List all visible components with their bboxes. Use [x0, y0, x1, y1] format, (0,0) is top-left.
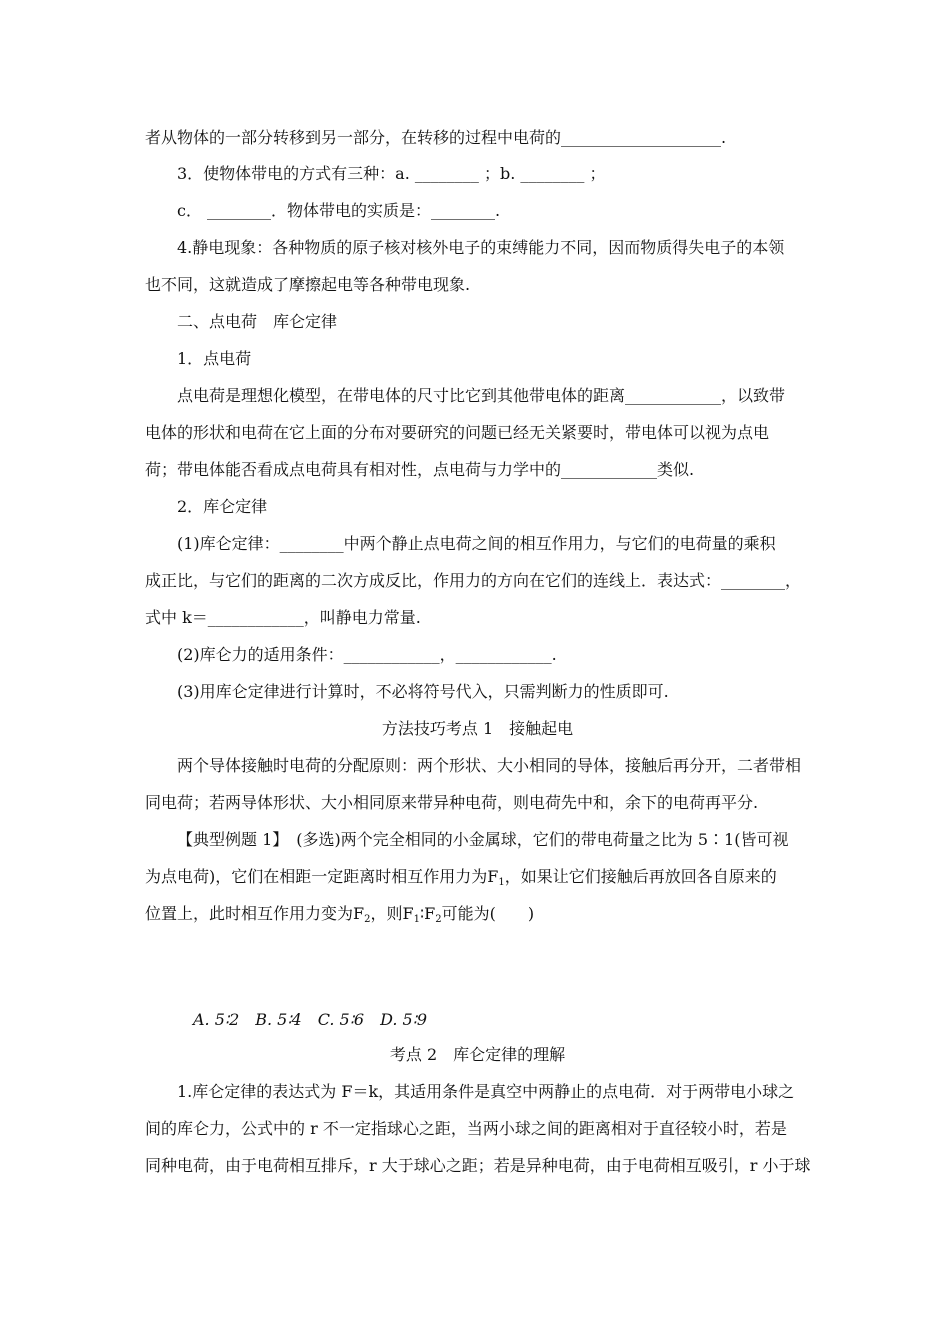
text-line: 3．使物体带电的方式有三种：a. ________ ；b. ________ ；	[177, 164, 606, 183]
force-symbol: F	[402, 904, 414, 923]
force-symbol: F	[424, 904, 436, 923]
text-line: 同电荷；若两导体形状、大小相同原来带异种电荷，则电荷先中和，余下的电荷再平分.	[145, 793, 759, 812]
answer-options: A. 5∶2 B. 5∶4 C. 5∶6 D. 5∶9	[193, 1010, 428, 1029]
text-line: 同种电荷，由于电荷相互排斥，r 大于球心之距；若是异种电荷，由于电荷相互吸引，r 小于球	[145, 1156, 811, 1175]
subscript: 1	[413, 914, 420, 925]
subscript: 1	[498, 877, 505, 888]
subscript: 2	[435, 914, 442, 925]
subsection-heading: 2．库仑定律	[177, 497, 268, 516]
text-fragment: ，如果让它们接触后再放回各自原来的	[504, 867, 777, 886]
text-line: (3)用库仑定律进行计算时，不必将符号代入，只需判断力的性质即可.	[177, 682, 669, 701]
text-line	[145, 904, 810, 930]
text-fragment: ，则	[370, 904, 403, 923]
text-line: (1)库仑定律：________中两个静止点电荷之间的相互作用力，与它们的电荷量的乘积	[177, 534, 776, 553]
text-line: 两个导体接触时电荷的分配原则：两个形状、大小相同的导体，接触后再分开，二者带相	[177, 756, 802, 775]
text-fragment: ∶	[420, 904, 425, 923]
text-line: 者从物体的一部分转移到另一部分，在转移的过程中电荷的____________________.	[145, 128, 727, 147]
text-line: 成正比，与它们的距离的二次方成反比，作用力的方向在它们的连线上．表达式：________，	[145, 571, 802, 590]
text-fragment: 为点电荷)，它们在相距一定距离时相互作用力为	[145, 867, 488, 886]
section-heading: 方法技巧考点 1 接触起电	[381, 719, 574, 738]
text-line: 点电荷是理想化模型，在带电体的尺寸比它到其他带电体的距离____________，以致带	[177, 386, 786, 405]
text-line: 1.库仑定律的表达式为 F＝k，其适用条件是真空中两静止的点电荷．对于两带电小球之	[177, 1082, 795, 1101]
subsection-heading: 1．点电荷	[177, 349, 252, 368]
section-heading: 考点 2 库仑定律的理解	[389, 1045, 566, 1064]
text-line	[145, 867, 810, 893]
text-line: 电体的形状和电荷在它上面的分布对要研究的问题已经无关紧要时，带电体可以视为点电	[145, 423, 770, 442]
text-fragment: 可能为( )	[441, 904, 535, 923]
force-symbol: F	[487, 867, 499, 886]
text-line: (2)库仑力的适用条件：____________，____________.	[177, 645, 557, 664]
example-title: 【典型例题 1】 (多选)两个完全相同的小金属球，它们的带电荷量之比为 5∶1(皆可视	[177, 830, 789, 849]
text-line: 荷；带电体能否看成点电荷具有相对性，点电荷与力学中的____________类似.	[145, 460, 695, 479]
text-line: c． ________．物体带电的实质是：________.	[177, 201, 501, 220]
text-line: 式中 k＝____________，叫静电力常量.	[145, 608, 421, 627]
force-symbol: F	[353, 904, 365, 923]
subscript: 2	[364, 914, 371, 925]
text-line: 间的库仑力，公式中的 r 不一定指球心之距，当两小球之间的距离相对于直径较小时，若是	[145, 1119, 787, 1138]
text-line: 也不同，这就造成了摩擦起电等各种带电现象.	[145, 275, 471, 294]
text-line: 4.静电现象：各种物质的原子核对核外电子的束缚能力不同，因而物质得失电子的本领	[177, 238, 785, 257]
text-fragment: 位置上，此时相互作用力变为	[145, 904, 354, 923]
section-heading: 二、点电荷 库仑定律	[177, 312, 338, 331]
